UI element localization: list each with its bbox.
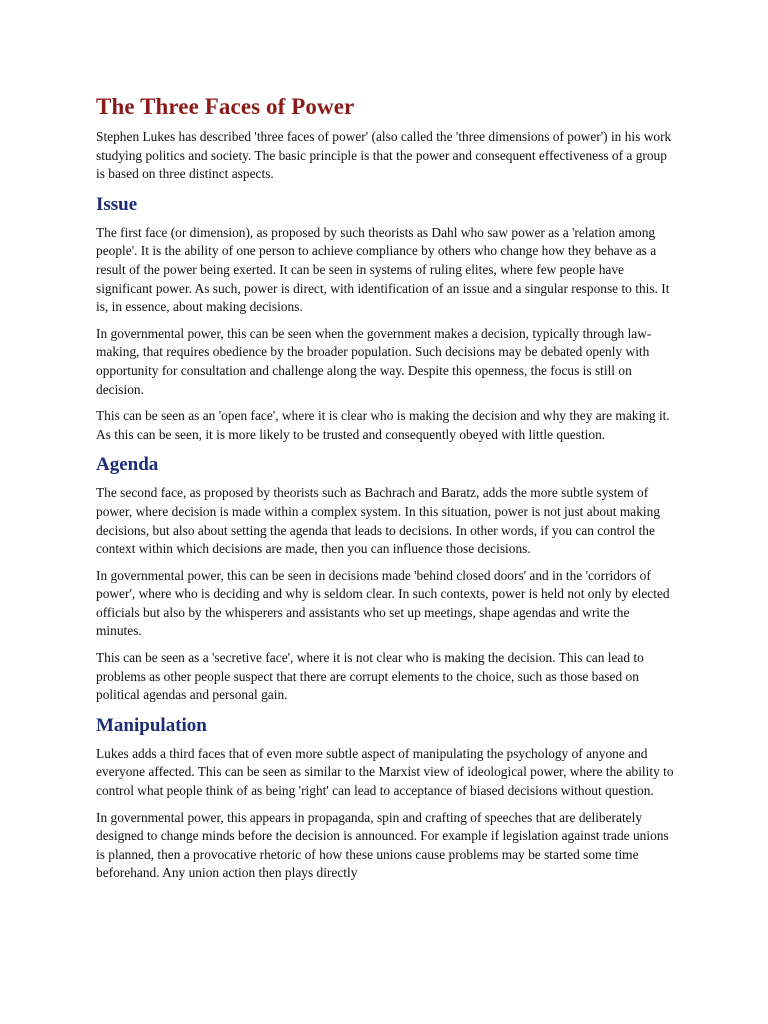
section-manipulation <box>96 713 676 883</box>
issue-paragraph-1: The first face (or dimension), as proposed by such theorists as Dahl who saw power as a 'relation among people'. It is the ability of one person to achieve compliance by others who change how they behave as a result of the power being exerted. It can be seen in systems of ruling elites, where few people have significant power. As such, power is direct, with identification of an issue and a singular response to this. It is, in essence, about making decisions. <box>96 224 670 315</box>
agenda-paragraph-3: This can be seen as a 'secretive face', where it is not clear who is making the decision. This can lead to problems as other people suspect that there are corrupt elements to the choice, such as those based on political agendas and personal gain. <box>96 650 644 703</box>
agenda-paragraph-1: The second face, as proposed by theorists such as Bachrach and Baratz, adds the more subtle system of power, where decision is made within a complex system. In this situation, power is not just about making decisions, but also about setting the agenda that leads to decisions. In other words, if you can control the context within which decisions are made, then you can influence those decisions. <box>96 485 661 557</box>
section-issue <box>96 192 676 445</box>
issue-paragraph-3: This can be seen as an 'open face', where it is clear who is making the decision and why they are making it. As this can be seen, it is more likely to be trusted and consequently obeyed with little question. <box>96 408 670 442</box>
intro-paragraph: Stephen Lukes has described 'three faces of power' (also called the 'three dimensions of power') in his work studying politics and society. The basic principle is that the power and consequent effectiveness of a group is based on three distinct aspects. <box>96 129 672 182</box>
section-heading-agenda: Agenda <box>96 454 159 476</box>
issue-paragraph-2: In governmental power, this can be seen when the government makes a decision, typically through law-making, that requires obedience by the broader population. Such decisions may be debated openly with opportunity for consultation and challenge along the way. Despite this openness, the focus is still on decision. <box>96 325 652 397</box>
section-heading-issue: Issue <box>96 193 138 215</box>
section-heading-manipulation: Manipulation <box>96 714 207 736</box>
agenda-paragraph-2: In governmental power, this can be seen in decisions made 'behind closed doors' and in the 'corridors of power', where who is deciding and why is seldom clear. In such contexts, power is held not only by elected officials but also by the whisperers and assistants who set up meetings, shape agendas and write the minutes. <box>96 567 670 639</box>
section-agenda <box>96 452 676 705</box>
document-page <box>96 92 676 891</box>
manipulation-paragraph-2: In governmental power, this appears in propaganda, spin and crafting of speeches that are deliberately designed to change minds before the decision is announced. For example if legislation against trade unions is planned, then a provocative rhetoric of how these unions cause problems may be started some time beforehand. Any union action then plays directly <box>96 809 669 881</box>
page-title: The Three Faces of Power <box>96 94 355 119</box>
manipulation-paragraph-1: Lukes adds a third faces that of even more subtle aspect of manipulating the psychology of anyone and everyone affected. This can be seen as similar to the Marxist view of ideological power, where the ability to control what people think of as being 'right' can lead to acceptance of biased decisions without question. <box>96 745 674 799</box>
